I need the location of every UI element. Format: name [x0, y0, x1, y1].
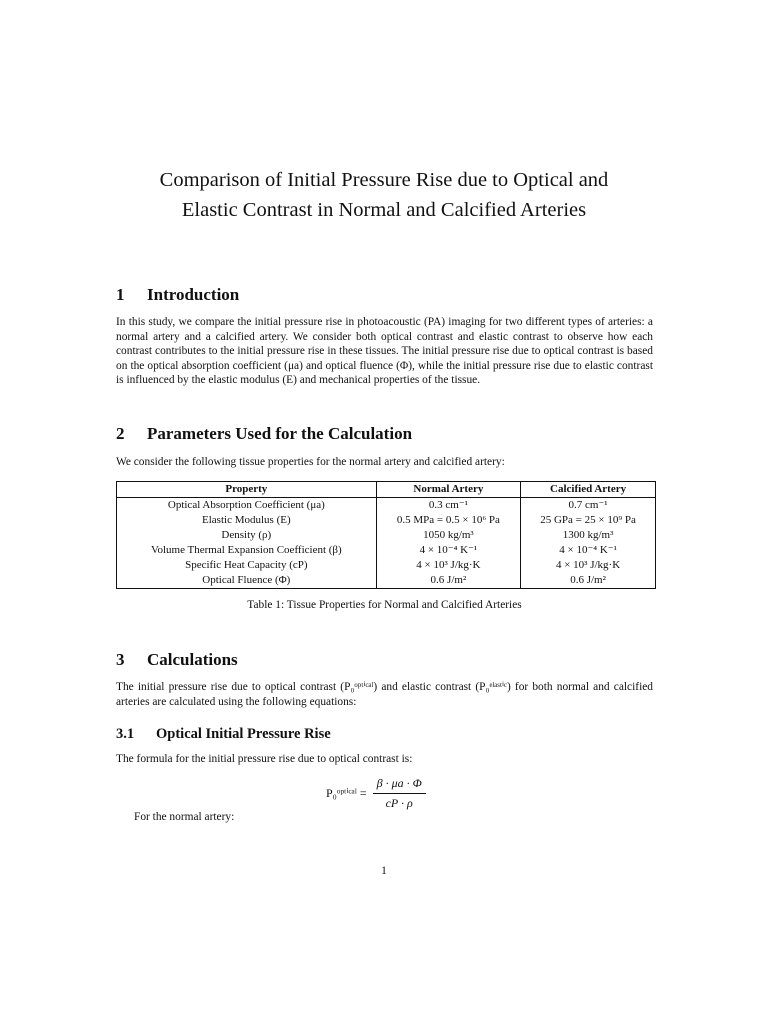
- title-line-2: Elastic Contrast in Normal and Calcified Arteries: [181, 199, 587, 221]
- table-cell: 0.6 J/m²: [376, 573, 520, 589]
- section-number: 1: [116, 285, 125, 304]
- column-header-property: Property: [117, 482, 377, 498]
- section-heading-introduction: [116, 285, 239, 305]
- table-cell: 0.6 J/m²: [521, 573, 656, 589]
- table-row: [117, 573, 656, 589]
- paper-title: [100, 165, 668, 225]
- formula-numerator: β · μa · Φ: [373, 776, 426, 794]
- table-cell: 4 × 10³ J/kg·K: [521, 558, 656, 573]
- introduction-paragraph: In this study, we compare the initial pressure rise in photoacoustic (PA) imaging for two different types of arteries: a normal artery and a calcified artery. We consider both optical contrast and elastic contrast to observe how each contrast contributes to the initial pressure rise in these tissues. The initial pressure rise due to optical contrast is based on the optical absorption coefficient (μa) and optical fluence (Φ), while the initial pressure rise due to elastic contrast is influenced by the elastic modulus (E) and mechanical properties of the tissue.: [116, 316, 653, 387]
- tissue-properties-table: [116, 481, 656, 589]
- normal-artery-text: For the normal artery:: [134, 811, 235, 823]
- table-row: [117, 498, 656, 514]
- table-cell: 1300 kg/m³: [521, 528, 656, 543]
- section-number: 3: [116, 650, 125, 669]
- section-title: Calculations: [147, 650, 238, 669]
- formula-denominator: cP · ρ: [385, 796, 413, 810]
- table-cell: Density (ρ): [117, 528, 377, 543]
- calculations-paragraph: The initial pressure rise due to optical contrast (P₀ᵒᵖᵗⁱᶜᵃˡ) and elastic contrast (P₀ᵉˡᵃˢᵗⁱᶜ) for both normal and calcified arteries are calculated using the following equations:: [116, 681, 653, 708]
- table-cell: Elastic Modulus (E): [117, 513, 377, 528]
- table-cell: 4 × 10⁻⁴ K⁻¹: [521, 543, 656, 558]
- title-line-1: Comparison of Initial Pressure Rise due to Optical and: [159, 169, 609, 191]
- section-number: 2: [116, 424, 125, 443]
- formula-fraction: [373, 776, 426, 811]
- table-cell: Specific Heat Capacity (cP): [117, 558, 377, 573]
- column-header-normal-artery: Normal Artery: [376, 482, 520, 498]
- section-heading-parameters: [116, 424, 412, 444]
- subsection-heading-optical: [116, 726, 331, 743]
- parameters-paragraph: We consider the following tissue properties for the normal artery and calcified artery:: [116, 456, 505, 468]
- table-cell: 4 × 10⁻⁴ K⁻¹: [376, 543, 520, 558]
- optical-formula-intro: The formula for the initial pressure rise due to optical contrast is:: [116, 753, 413, 765]
- section-title: Parameters Used for the Calculation: [147, 424, 413, 443]
- section-title: Introduction: [147, 285, 240, 304]
- table-row: [117, 543, 656, 558]
- table-row: [117, 558, 656, 573]
- table-cell: 4 × 10³ J/kg·K: [376, 558, 520, 573]
- table-caption: Table 1: Tissue Properties for Normal and Calcified Arteries: [247, 599, 522, 611]
- table-cell: Optical Fluence (Φ): [117, 573, 377, 589]
- formula-lhs: P₀ᵒᵖᵗⁱᶜᵃˡ =: [326, 786, 367, 800]
- table-cell: 0.3 cm⁻¹: [376, 498, 520, 514]
- column-header-calcified-artery: Calcified Artery: [521, 482, 656, 498]
- page-number: 1: [381, 865, 387, 877]
- table-row: [117, 528, 656, 543]
- table-row: [117, 513, 656, 528]
- table-header-row: [117, 482, 656, 498]
- table-cell: 25 GPa = 25 × 10⁹ Pa: [521, 513, 656, 528]
- optical-pressure-formula: [326, 776, 426, 811]
- table-cell: 0.5 MPa = 0.5 × 10⁶ Pa: [376, 513, 520, 528]
- table-cell: Volume Thermal Expansion Coefficient (β): [117, 543, 377, 558]
- subsection-number: 3.1: [116, 726, 135, 742]
- table-cell: 1050 kg/m³: [376, 528, 520, 543]
- section-heading-calculations: [116, 650, 238, 670]
- subsection-title: Optical Initial Pressure Rise: [156, 726, 331, 742]
- table-cell: Optical Absorption Coefficient (μa): [117, 498, 377, 514]
- table-cell: 0.7 cm⁻¹: [521, 498, 656, 514]
